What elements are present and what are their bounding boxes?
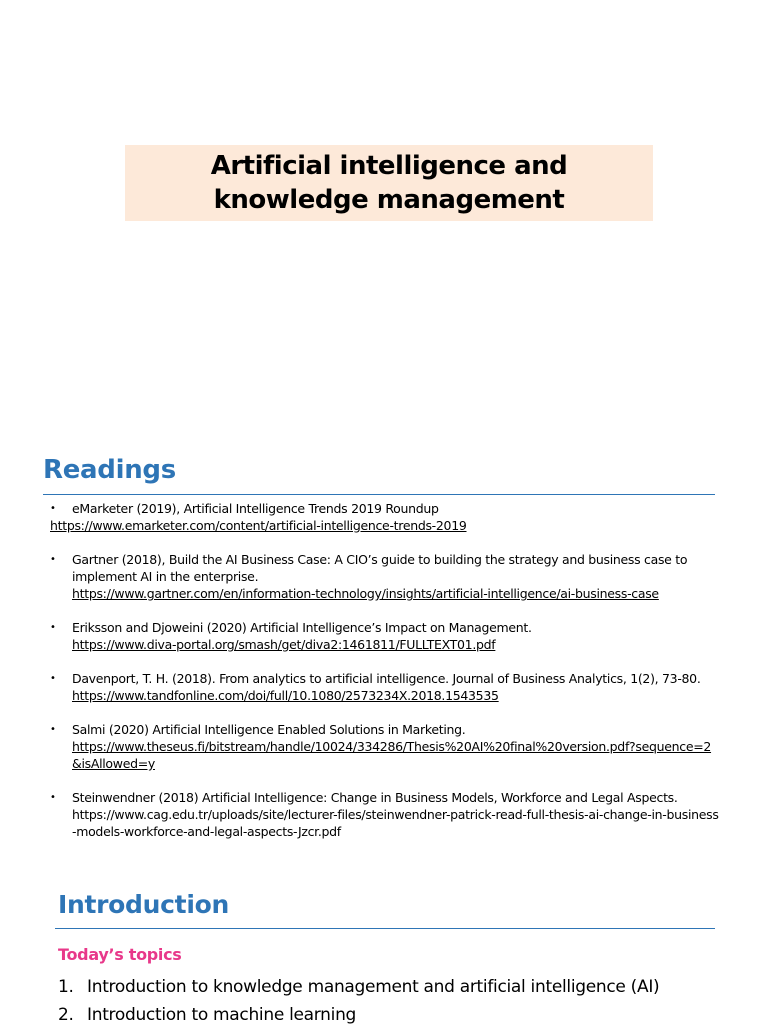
reading-text: Gartner (2018), Build the AI Business Case: A CIO’s guide to building the strategy and business case to implement AI in the enterprise. <box>72 552 688 584</box>
reading-text: Davenport, T. H. (2018). From analytics to artificial intelligence. Journal of Business Analytics, 1(2), 73-80. <box>72 671 701 686</box>
reading-item <box>50 789 720 840</box>
introduction-heading: Introduction <box>58 890 229 919</box>
bullet-icon: • <box>50 554 56 565</box>
reading-link[interactable]: https://www.emarketer.com/content/artificial-intelligence-trends-2019 <box>50 518 467 533</box>
title-box <box>125 145 653 221</box>
reading-link[interactable]: https://www.diva-portal.org/smash/get/diva2:1461811/FULLTEXT01.pdf <box>72 637 496 652</box>
introduction-divider <box>55 928 715 929</box>
readings-divider <box>43 494 715 495</box>
topic-text: Introduction to knowledge management and artificial intelligence (AI) <box>87 977 660 997</box>
topic-item <box>58 973 659 1001</box>
reading-item <box>50 500 720 534</box>
bullet-icon: • <box>50 792 56 803</box>
reading-text: Eriksson and Djoweini (2020) Artificial Intelligence’s Impact on Management. <box>72 620 532 635</box>
reading-item <box>50 619 720 653</box>
bullet-icon: • <box>50 724 56 735</box>
bullet-icon: • <box>50 503 56 514</box>
reading-item <box>50 551 720 602</box>
reading-text: eMarketer (2019), Artificial Intelligence Trends 2019 Roundup <box>72 501 439 516</box>
bullet-icon: • <box>50 622 56 633</box>
reading-text: Salmi (2020) Artificial Intelligence Enabled Solutions in Marketing. <box>72 722 466 737</box>
bullet-icon: • <box>50 673 56 684</box>
page-title: Artificial intelligence and knowledge management <box>210 151 568 215</box>
readings-heading: Readings <box>43 455 176 485</box>
topic-text: Introduction to machine learning <box>87 1005 357 1025</box>
reading-item <box>50 670 720 704</box>
reading-item <box>50 721 720 772</box>
topic-number: 2. <box>58 1005 74 1025</box>
reading-url-text: https://www.cag.edu.tr/uploads/site/lecturer-files/steinwendner-patrick-read-full-thesis-ai-change-in-business-models-workforce-and-legal-aspects-Jzcr.pdf <box>72 807 719 839</box>
reading-link[interactable]: https://www.gartner.com/en/information-technology/insights/artificial-intelligence/ai-business-case <box>72 586 659 601</box>
topic-number: 1. <box>58 977 74 997</box>
reading-link[interactable]: https://www.theseus.fi/bitstream/handle/10024/334286/Thesis%20AI%20final%20version.pdf?sequence=2&isAllowed=y <box>72 739 712 771</box>
topic-item <box>58 1001 659 1029</box>
readings-list <box>50 500 720 857</box>
topics-label: Today’s topics <box>58 945 182 964</box>
topics-list <box>58 973 659 1029</box>
reading-text: Steinwendner (2018) Artificial Intelligence: Change in Business Models, Workforce and Legal Aspects. <box>72 790 678 805</box>
reading-link[interactable]: https://www.tandfonline.com/doi/full/10.1080/2573234X.2018.1543535 <box>72 688 499 703</box>
